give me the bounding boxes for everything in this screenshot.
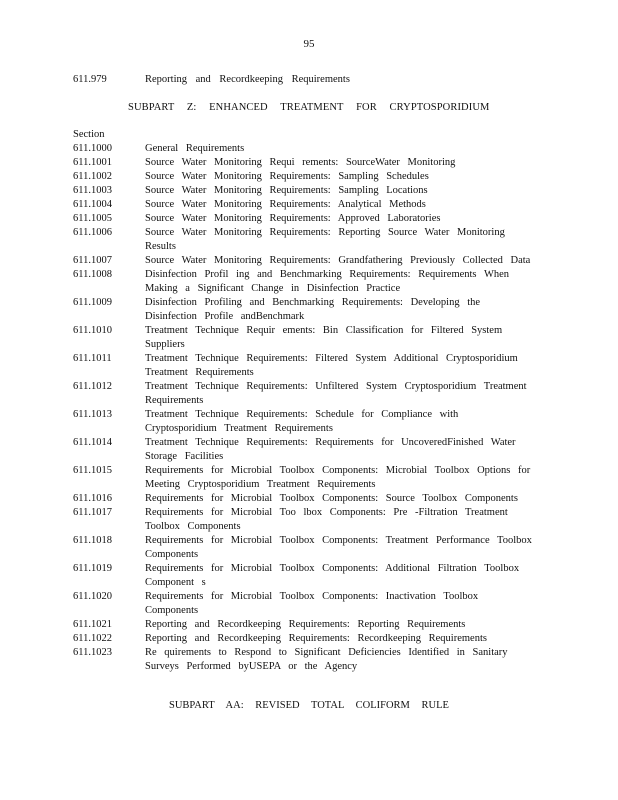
page-number: 95 bbox=[303, 38, 315, 50]
section-number: 611.1010 bbox=[73, 325, 112, 336]
section-row bbox=[73, 618, 543, 632]
section-title: Requirements for Microbial Toolbox Components: Microbial Toolbox Options for Meeting Cryptosporidium Treatment Requirements bbox=[145, 465, 531, 490]
section-number: 611.1011 bbox=[73, 353, 112, 364]
section-number: 611.1005 bbox=[73, 213, 112, 224]
section-row bbox=[73, 492, 543, 506]
section-title: Treatment Technique Requirements: Unfiltered System Cryptosporidium Treatment Requirements bbox=[145, 381, 527, 406]
section-list bbox=[73, 142, 543, 674]
subpart-aa-heading: SUBPART AA: REVISED TOTAL COLIFORM RULE bbox=[169, 700, 449, 711]
section-title: Re quirements to Respond to Significant Deficiencies Identified in Sanitary Surveys Performed byUSEPA or the Agency bbox=[145, 647, 508, 672]
section-title: Source Water Monitoring Requirements: Reporting Source Water Monitoring Results bbox=[145, 227, 505, 252]
section-row bbox=[73, 506, 543, 534]
section-row bbox=[73, 324, 543, 352]
section-number: 611.1014 bbox=[73, 437, 112, 448]
section-number: 611.1018 bbox=[73, 535, 112, 546]
section-number: 611.1004 bbox=[73, 199, 112, 210]
section-number: 611.1023 bbox=[73, 647, 112, 658]
section-number: 611.1019 bbox=[73, 563, 112, 574]
section-row bbox=[73, 184, 543, 198]
section-number: 611.1012 bbox=[73, 381, 112, 392]
section-row bbox=[73, 142, 543, 156]
section-title: Treatment Technique Requirements: Schedule for Compliance with Cryptosporidium Treatment Requirements bbox=[145, 409, 459, 434]
section-row bbox=[73, 226, 543, 254]
section-row bbox=[73, 254, 543, 268]
section-row bbox=[73, 408, 543, 436]
section-number: 611.1006 bbox=[73, 227, 112, 238]
section-title: Requirements for Microbial Toolbox Components: Treatment Performance Toolbox Components bbox=[145, 535, 532, 560]
section-row bbox=[73, 632, 543, 646]
section-number: 611.1021 bbox=[73, 619, 112, 630]
section-number: 611.1009 bbox=[73, 297, 112, 308]
section-row bbox=[73, 212, 543, 226]
section-label: Section bbox=[73, 129, 105, 140]
section-row bbox=[73, 296, 543, 324]
section-number: 611.1001 bbox=[73, 157, 112, 168]
section-number: 611.1007 bbox=[73, 255, 112, 266]
section-row bbox=[73, 268, 543, 296]
section-row bbox=[73, 590, 543, 618]
section-title: Source Water Monitoring Requirements: Grandfathering Previously Collected Data bbox=[145, 255, 531, 266]
section-title: Requirements for Microbial Toolbox Components: Inactivation Toolbox Components bbox=[145, 591, 479, 616]
section-number: 611.1000 bbox=[73, 143, 112, 154]
section-row bbox=[73, 534, 543, 562]
section-title: Reporting and Recordkeeping Requirements: Reporting Requirements bbox=[145, 619, 466, 630]
section-title: Source Water Monitoring Requirements: Sampling Locations bbox=[145, 185, 428, 196]
section-title: Source Water Monitoring Requirements: Sampling Schedules bbox=[145, 171, 429, 182]
section-number: 611.1020 bbox=[73, 591, 112, 602]
section-row bbox=[73, 464, 543, 492]
section-title: Disinfection Profiling and Benchmarking Requirements: Developing the Disinfection Profile andBenchmark bbox=[145, 297, 481, 322]
section-title: Requirements for Microbial Toolbox Components: Additional Filtration Toolbox Component s bbox=[145, 563, 520, 588]
top-entry-title: Reporting and Recordkeeping Requirements bbox=[145, 74, 350, 85]
subpart-z-heading: SUBPART Z: ENHANCED TREATMENT FOR CRYPTOSPORIDIUM bbox=[128, 102, 490, 113]
section-number: 611.1022 bbox=[73, 633, 112, 644]
section-number: 611.1013 bbox=[73, 409, 112, 420]
section-row bbox=[73, 380, 543, 408]
section-title: Treatment Technique Requir ements: Bin Classification for Filtered System Suppliers bbox=[145, 325, 503, 350]
section-title: Source Water Monitoring Requirements: Approved Laboratories bbox=[145, 213, 441, 224]
section-row bbox=[73, 198, 543, 212]
section-number: 611.1017 bbox=[73, 507, 112, 518]
section-row bbox=[73, 156, 543, 170]
section-row bbox=[73, 170, 543, 184]
section-title: Reporting and Recordkeeping Requirements: Recordkeeping Requirements bbox=[145, 633, 487, 644]
section-title: Source Water Monitoring Requirements: Analytical Methods bbox=[145, 199, 426, 210]
section-title: Disinfection Profil ing and Benchmarking Requirements: Requirements When Making a Significant Change in Disinfection Practice bbox=[145, 269, 510, 294]
top-entry-number: 611.979 bbox=[73, 74, 107, 85]
section-title: Treatment Technique Requirements: Filtered System Additional Cryptosporidium Treatment Requirements bbox=[145, 353, 518, 378]
section-title: General Requirements bbox=[145, 143, 245, 154]
section-title: Requirements for Microbial Too lbox Components: Pre -Filtration Treatment Toolbox Components bbox=[145, 507, 508, 532]
section-number: 611.1015 bbox=[73, 465, 112, 476]
section-title: Requirements for Microbial Toolbox Components: Source Toolbox Components bbox=[145, 493, 518, 504]
section-number: 611.1003 bbox=[73, 185, 112, 196]
section-title: Treatment Technique Requirements: Requirements for UncoveredFinished Water Storage Facilities bbox=[145, 437, 516, 462]
section-number: 611.1016 bbox=[73, 493, 112, 504]
section-number: 611.1002 bbox=[73, 171, 112, 182]
section-row bbox=[73, 646, 543, 674]
section-title: Source Water Monitoring Requi rements: SourceWater Monitoring bbox=[145, 157, 456, 168]
section-row bbox=[73, 562, 543, 590]
section-row bbox=[73, 436, 543, 464]
section-row bbox=[73, 352, 543, 380]
section-number: 611.1008 bbox=[73, 269, 112, 280]
